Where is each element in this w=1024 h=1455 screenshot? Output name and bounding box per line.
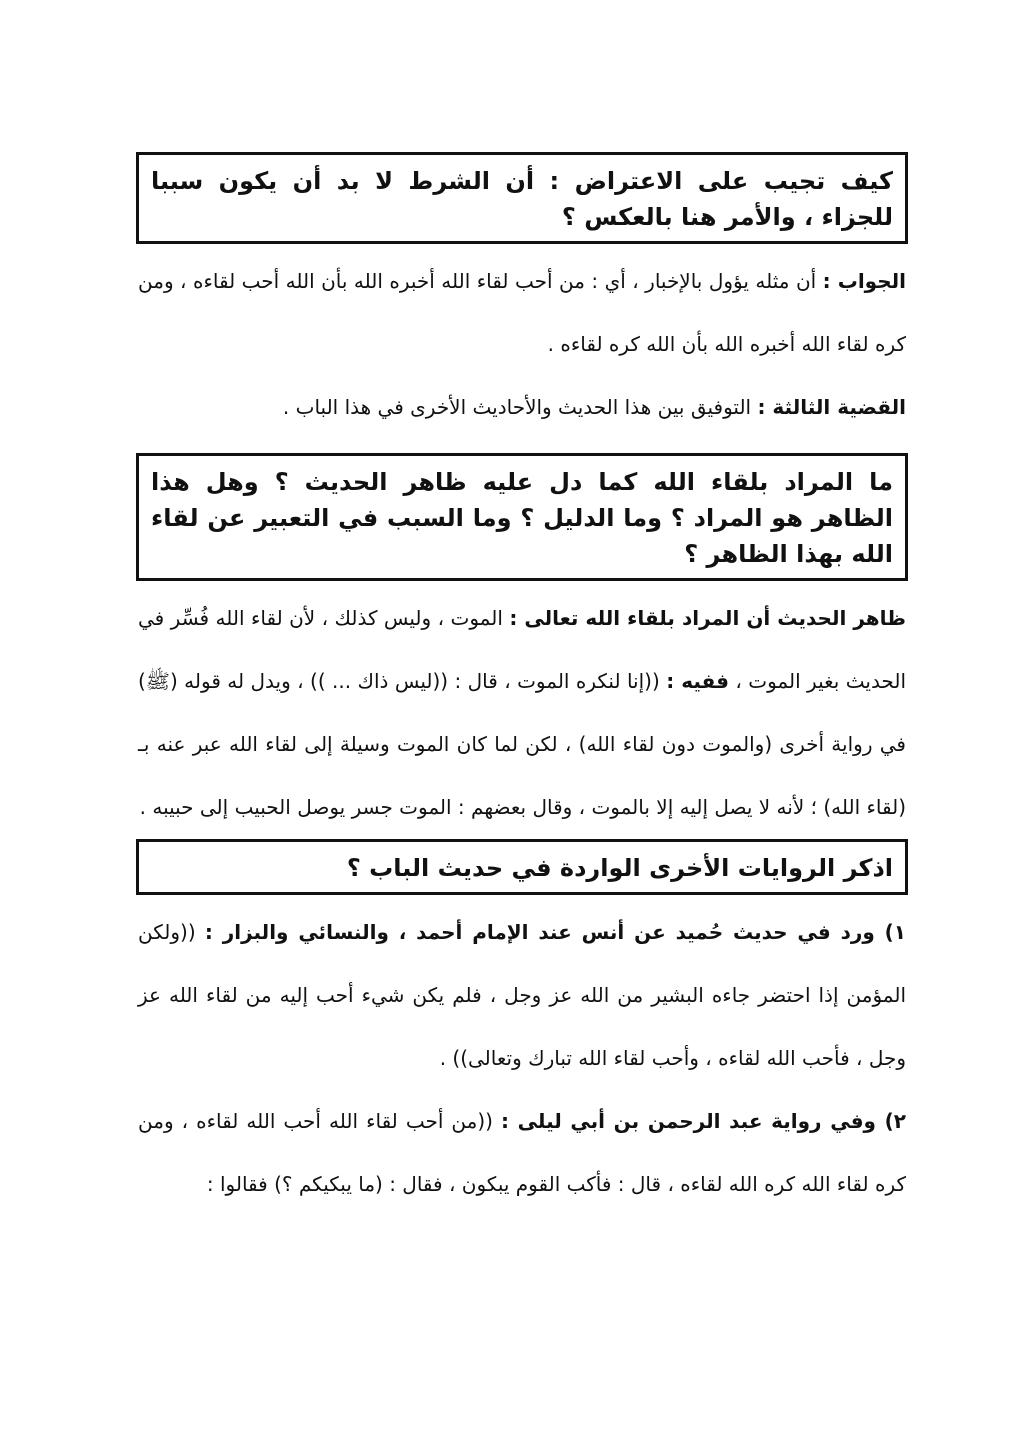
question-box-meaning <box>136 453 908 581</box>
question-box-condition <box>136 152 908 244</box>
question-text: كيف تجيب على الاعتراض : أن الشرط لا بد أن يكون سببا للجزاء ، والأمر هنا بالعكس ؟ <box>151 167 893 231</box>
meaning-label: ظاهر الحديث أن المراد بلقاء الله تعالى : <box>509 606 907 630</box>
narration-1-label: ١) ورد في حديث حُميد عن أنس عند الإمام أحمد ، والنسائي والبزار : <box>204 920 907 944</box>
meaning-bold-term: ففيه : <box>666 669 729 693</box>
third-issue-paragraph <box>136 376 908 439</box>
narration-1-text: ((ولكن المؤمن إذا احتضر جاءه البشير من الله عز وجل ، فلم يكن شيء أحب إليه من لقاء الله عز وجل ، فأحب الله لقاءه ، وأحب لقاء الله تبارك وتعالى)) . <box>138 920 906 1070</box>
narration-2-paragraph <box>136 1090 908 1216</box>
third-issue-label: القضية الثالثة : <box>757 395 906 419</box>
third-issue-text: التوفيق بين هذا الحديث والأحاديث الأخرى في هذا الباب . <box>282 395 758 419</box>
narration-1-paragraph <box>136 901 908 1090</box>
answer-text: أن مثله يؤول بالإخبار ، أي : من أحب لقاء الله أخبره الله بأن الله أحب لقاءه ، ومن كره لقاء الله أخبره الله بأن الله كره لقاءه . <box>138 269 906 356</box>
meaning-paragraph <box>136 587 908 839</box>
answer-paragraph <box>136 250 908 376</box>
question-box-narrations <box>136 839 908 895</box>
narration-2-text: ((من أحب لقاء الله أحب الله لقاءه ، ومن كره لقاء الله كره الله لقاءه ، قال : فأكب القوم يبكون ، فقال : (ما يبكيكم ؟) فقالوا : <box>138 1109 906 1196</box>
question-text: ما المراد بلقاء الله كما دل عليه ظاهر الحديث ؟ وهل هذا الظاهر هو المراد ؟ وما الدليل ؟ وما السبب في التعبير عن لقاء الله بهذا الظاهر ؟ <box>151 468 893 568</box>
meaning-text-part1: الموت ، وليس كذلك ، لأن لقاء الله فُسِّر في الحديث بغير الموت ، <box>138 606 906 693</box>
narration-2-label: ٢) وفي رواية عبد الرحمن بن أبي ليلى : <box>501 1109 907 1133</box>
document-page <box>136 152 908 1216</box>
meaning-text-part2: ((إنا لنكره الموت ، قال : ((ليس ذاك ... )) ، ويدل له قوله (ﷺ) في رواية أخرى (والموت دون لقاء الله) ، لكن لما كان الموت وسيلة إلى لقاء الله عبر عنه بـ (لقاء الله) ؛ لأنه لا يصل إليه إلا بالموت ، وقال بعضهم : الموت جسر يوصل الحبيب إلى حبيبه . <box>138 669 906 819</box>
answer-label: الجواب : <box>822 269 906 293</box>
question-text: اذكر الروايات الأخرى الواردة في حديث الباب ؟ <box>346 854 893 882</box>
